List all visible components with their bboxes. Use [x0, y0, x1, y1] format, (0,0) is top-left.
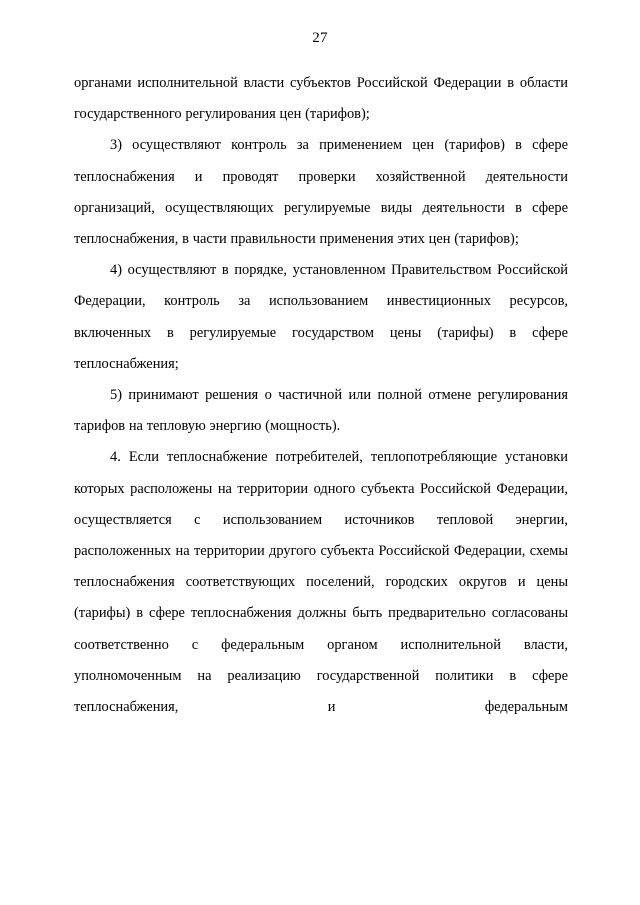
paragraph: 3) осуществляют контроль за применением цен (тарифов) в сфере теплоснабжения и проводят проверки хозяйственной деятельности организаций, осуществляющих регулируемые виды деятельности в сфере теплоснабжения, в части правильности применения этих цен (тарифов);	[74, 137, 568, 248]
paragraph: 5) принимают решения о частичной или полной отмене регулирования тарифов на тепловую энергию (мощность).	[74, 387, 568, 435]
paragraph: 4. Если теплоснабжение потребителей, теплопотребляющие установки которых расположены на территории одного субъекта Российской Федерации, осуществляется с использованием источников тепловой энергии, расположенных на территории другого субъекта Российской Федерации, схемы теплоснабжения соответствующих поселений, городских округов и цены (тарифы) в сфере теплоснабжения должны быть предварительно согласованы соответственно с федеральным органом исполнительной власти, уполномоченным на реализацию государственной политики в сфере теплоснабжения, и федеральным	[74, 449, 568, 716]
paragraph: 4) осуществляют в порядке, установленном Правительством Российской Федерации, контроль за использованием инвестиционных ресурсов, включенных в регулируемые государством цены (тарифы) в сфере теплоснабжения;	[74, 262, 568, 372]
document-body	[74, 68, 568, 723]
paragraph: органами исполнительной власти субъектов Российской Федерации в области государственного регулирования цен (тарифов);	[74, 75, 568, 123]
page-number: 27	[312, 30, 328, 46]
